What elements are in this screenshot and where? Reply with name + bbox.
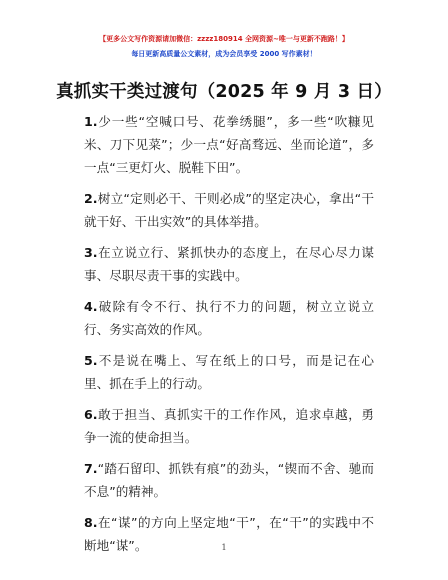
banner-line-1: 【更多公文写作资源请加微信：zzzz180914 全网资源~唯一与更新不跑路！】 bbox=[99, 35, 349, 43]
item-number: 1. bbox=[84, 114, 98, 129]
list-item bbox=[84, 111, 374, 179]
page-number: 1 bbox=[221, 543, 227, 552]
item-text: 敢于担当、真抓实干的工作作风，追求卓越，勇争一流的使命担当。 bbox=[84, 407, 374, 446]
item-number: 8. bbox=[84, 515, 98, 531]
item-number: 5. bbox=[84, 353, 98, 369]
item-number: 3. bbox=[84, 244, 98, 260]
promo-banner bbox=[0, 34, 448, 59]
item-number: 2. bbox=[84, 190, 98, 206]
item-text: 在立说立行、紧抓快办的态度上，在尽心尽力谋事、尽职尽责干事的实践中。 bbox=[84, 244, 374, 283]
item-text: “踏石留印、抓铁有痕”的劲头，“锲而不舍、驰而不息”的精神。 bbox=[84, 461, 374, 500]
page-title: 真抓实干类过渡句（2025 年 9 月 3 日） bbox=[56, 82, 392, 102]
list-item bbox=[84, 350, 374, 396]
list-item bbox=[84, 296, 374, 342]
item-text: 不是说在嘴上、写在纸上的口号，而是记在心里、抓在手上的行动。 bbox=[84, 353, 374, 391]
list-item bbox=[84, 404, 374, 450]
item-text: 破除有令不行、执行不力的问题，树立立说立行、务实高效的作风。 bbox=[84, 299, 374, 337]
item-number: 4. bbox=[84, 299, 98, 315]
list-item bbox=[84, 242, 374, 288]
item-number: 6. bbox=[84, 407, 98, 423]
item-text: 树立“定则必干、干则必成”的坚定决心，拿出“干就干好、干出实效”的具体举措。 bbox=[84, 190, 374, 229]
item-number: 7. bbox=[84, 461, 98, 477]
item-text: 在“谋”的方向上坚定地“干”，在“干”的实践中不断地“谋”。 bbox=[84, 515, 374, 554]
list-item bbox=[84, 458, 374, 504]
sentence-list bbox=[84, 111, 374, 567]
item-text: 少一些“空喊口号、花拳绣腿”，多一些“吹糠见米、刀下见菜”；少一点“好高骛远、坐而论道”，多一点“三更灯火、脱鞋下田”。 bbox=[84, 114, 374, 175]
banner-line-2: 每日更新高质量公文素材，成为会员享受 2000 写作素材！ bbox=[131, 50, 317, 58]
list-item bbox=[84, 188, 374, 234]
